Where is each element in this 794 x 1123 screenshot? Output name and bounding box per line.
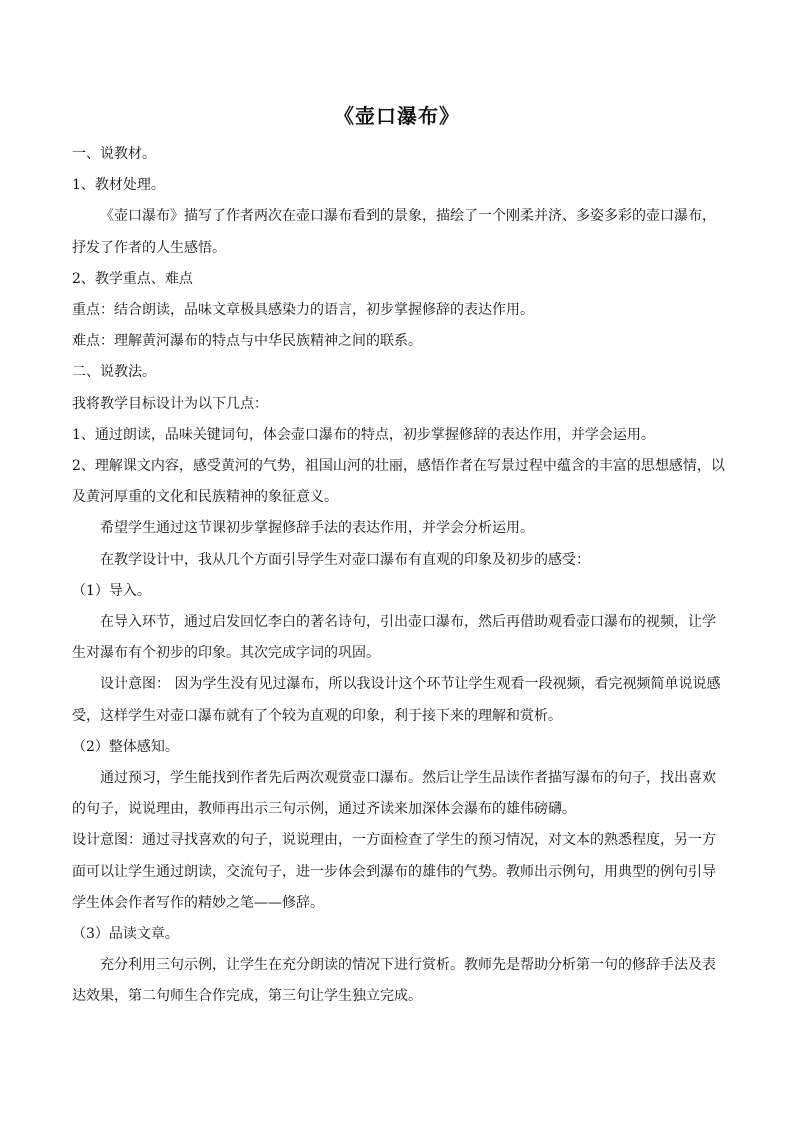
paragraph: （2）整体感知。: [72, 738, 179, 755]
paragraph: 重点：结合朗读，品味文章极具感染力的语言，初步掌握修辞的表达作用。: [72, 302, 534, 319]
paragraph: 一、说教材。: [72, 146, 156, 162]
paragraph: 1、通过朗读，品味关键词句，体会壶口瀑布的特点，初步掌握修辞的表达作用，并学会运用。: [72, 426, 655, 443]
paragraph: （1）导入。: [72, 582, 151, 599]
paragraph: 设计意图： 因为学生没有见过瀑布，所以我设计这个环节让学生观看一段视频，看完视频简单说说感受，这样学生对壶口瀑布就有了个较为直观的印象，利于接下来的理解和赏析。: [72, 676, 721, 724]
paragraph: 二、说教法。: [72, 364, 156, 381]
paragraph: 我将教学目标设计为以下几点：: [72, 395, 268, 412]
paragraph: （3）品读文章。: [72, 926, 179, 943]
paragraph: 充分利用三句示例，让学生在充分朗读的情况下进行赏析。教师先是帮助分析第一句的修辞手法及表达效果，第二句师生合作完成，第三句让学生独立完成。: [72, 957, 716, 1005]
paragraph: 设计意图：通过寻找喜欢的句子，说说理由，一方面检查了学生的预习情况，对文本的熟悉程度，另一方面可以让学生通过朗读，交流句子，进一步体会到瀑布的雄伟的气势。教师出示例句，用典型的例句引导学生体会作者写作的精妙之笔——修辞。: [72, 832, 716, 911]
paragraph: 1、教材处理。: [72, 177, 165, 194]
paragraph: 2、理解课文内容，感受黄河的气势，祖国山河的壮丽，感悟作者在写景过程中蕴含的丰富的思想感情，以及黄河厚重的文化和民族精神的象征意义。: [72, 458, 725, 506]
document-title: 《壶口瀑布》: [334, 104, 460, 128]
paragraph: 难点：理解黄河瀑布的特点与中华民族精神之间的联系。: [72, 333, 422, 350]
paragraph: 《壶口瀑布》描写了作者两次在壶口瀑布看到的景象，描绘了一个刚柔并济、多姿多彩的壶口瀑布，抒发了作者的人生感悟。: [72, 208, 716, 256]
document-body: [72, 139, 728, 1013]
paragraph: 在导入环节，通过启发回忆李白的著名诗句，引出壶口瀑布，然后再借助观看壶口瀑布的视频，让学生对瀑布有个初步的印象。其次完成字词的巩固。: [72, 614, 716, 662]
paragraph: 希望学生通过这节课初步掌握修辞手法的表达作用，并学会分析运用。: [100, 520, 534, 537]
paragraph: 2、教学重点、难点: [72, 270, 193, 287]
paragraph: 在教学设计中，我从几个方面引导学生对壶口瀑布有直观的印象及初步的感受：: [100, 551, 590, 568]
paragraph: 通过预习，学生能找到作者先后两次观赏壶口瀑布。然后让学生品读作者描写瀑布的句子，找出喜欢的句子，说说理由，教师再出示三句示例，通过齐读来加深体会瀑布的雄伟磅礴。: [72, 770, 716, 818]
